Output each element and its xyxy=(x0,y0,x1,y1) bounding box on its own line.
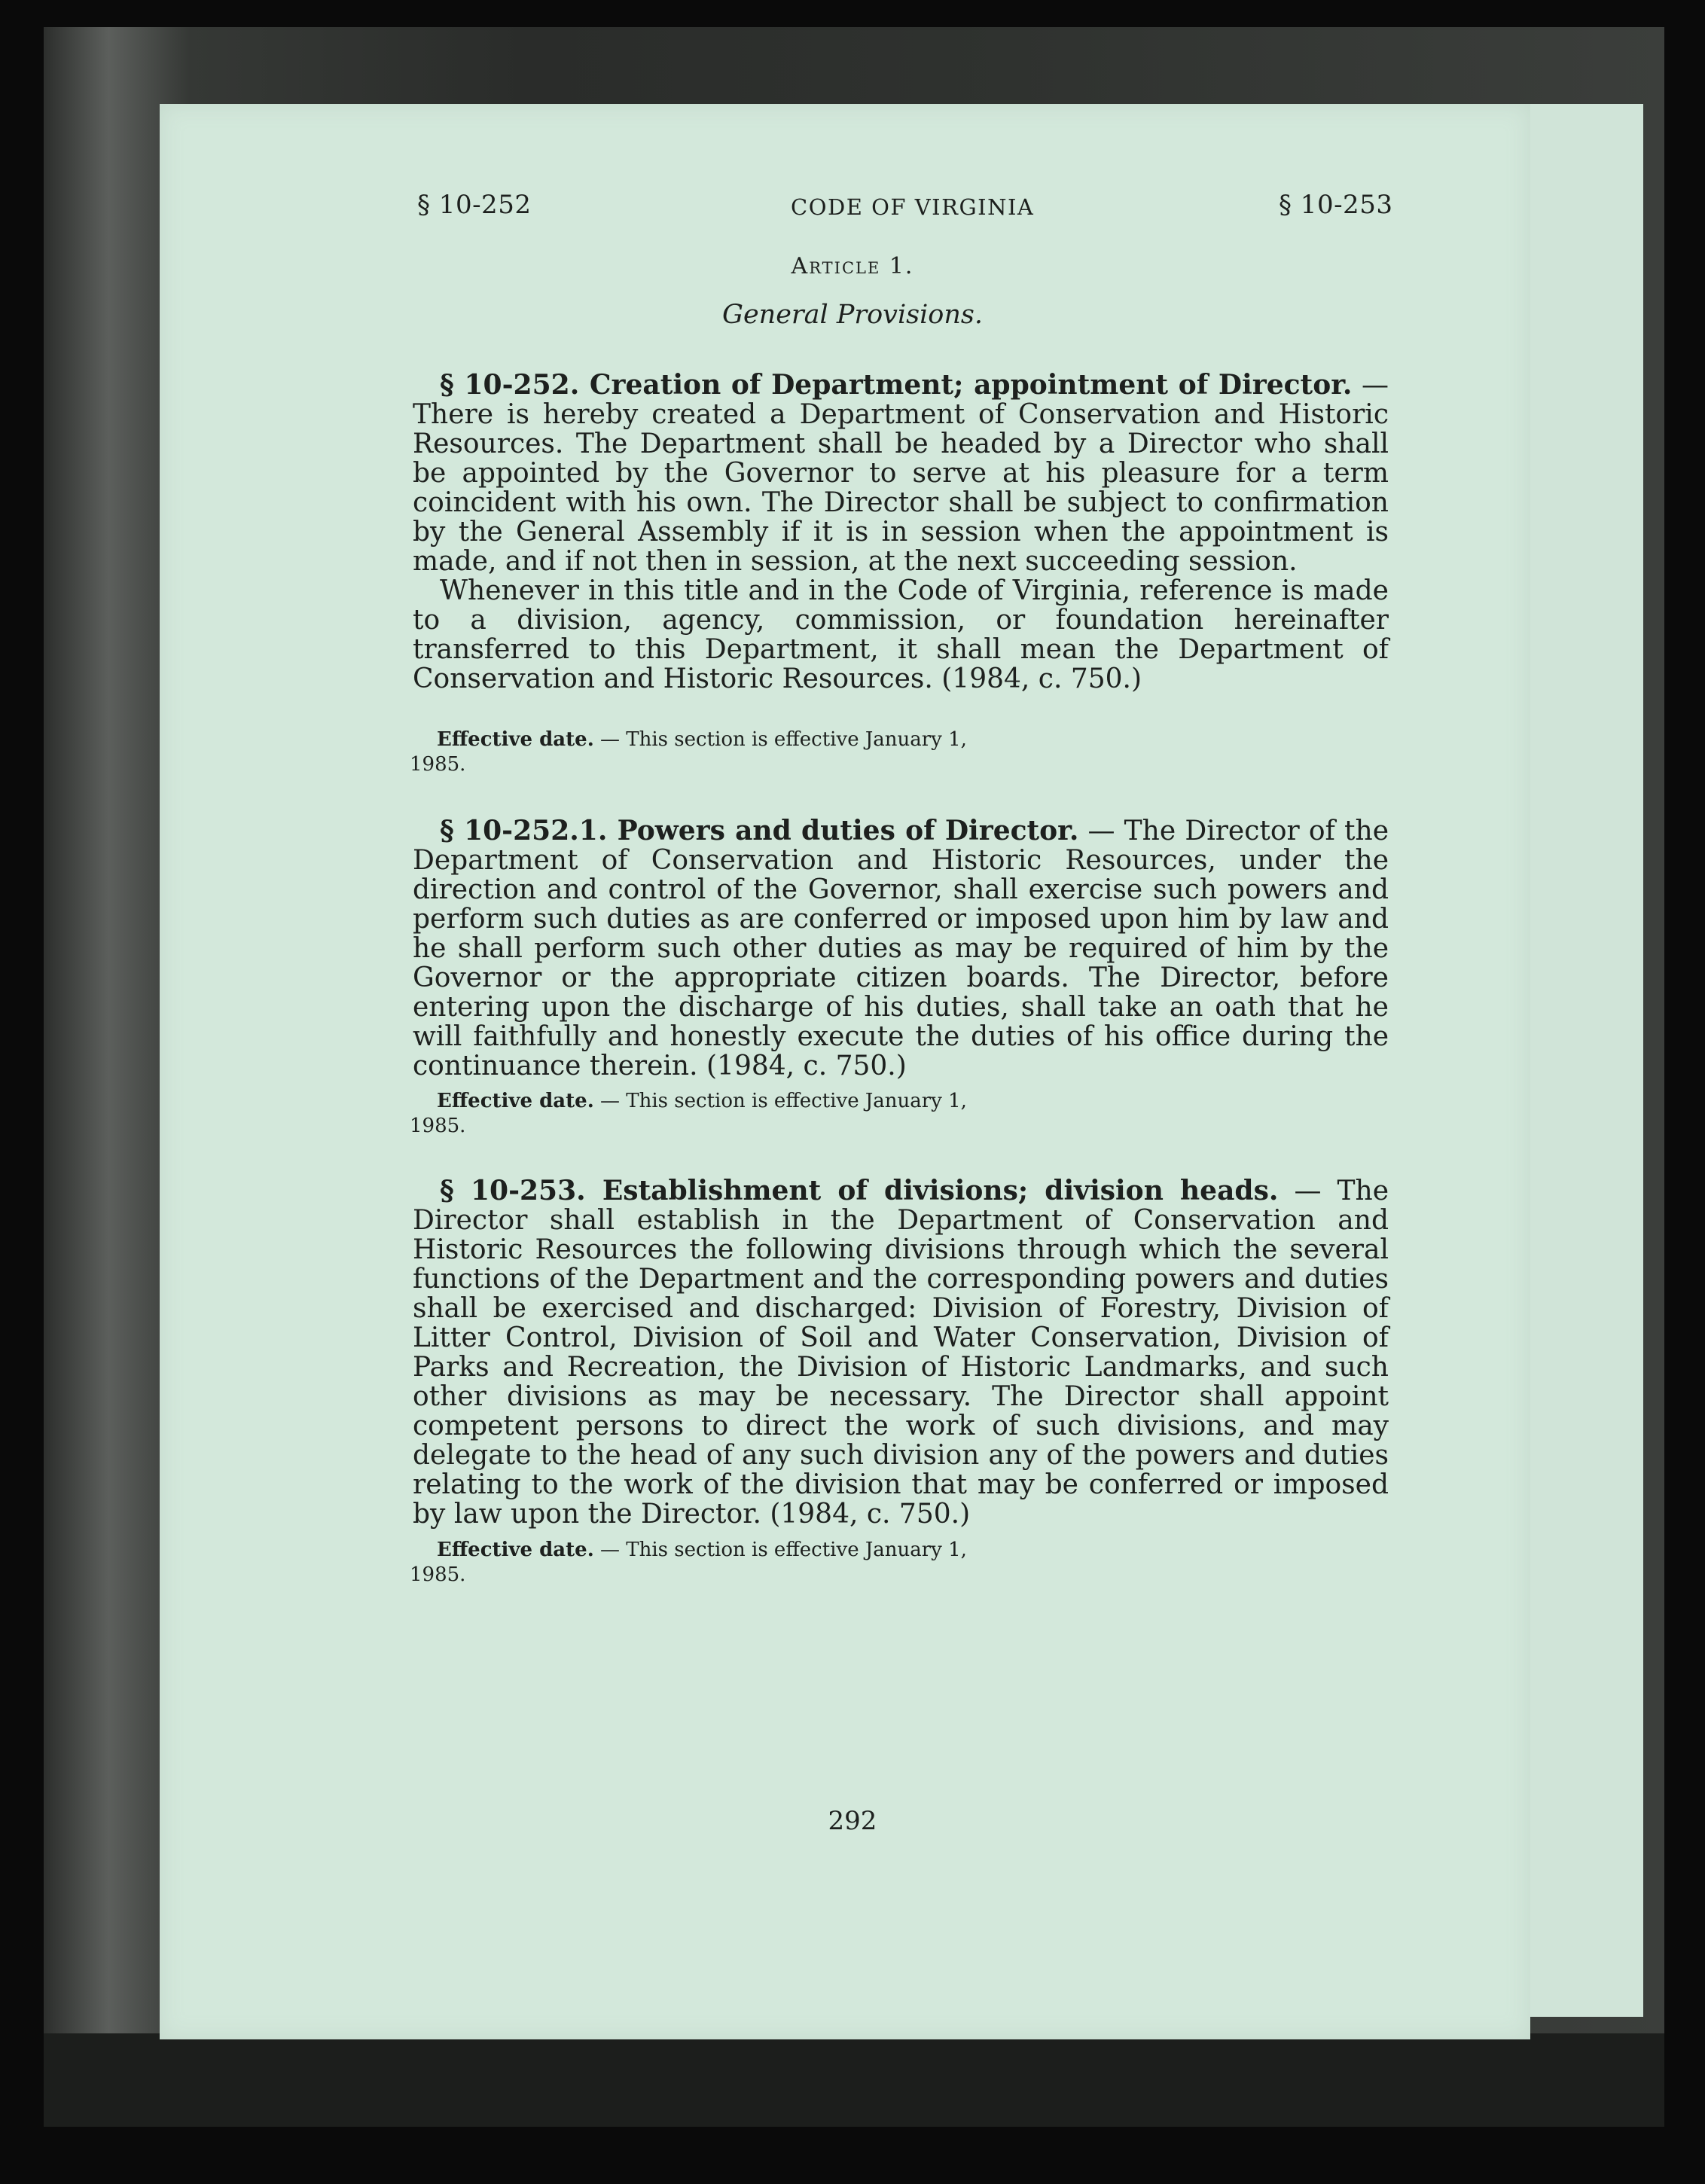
running-head-left: § 10-252 xyxy=(417,190,532,220)
running-head-right: § 10-253 xyxy=(1279,190,1393,220)
section-10-252-1 xyxy=(413,816,1389,1081)
section-body: — There is hereby created a Department of Conservation and Historic Resources. The Department shall be headed by a Director who shall be appointed by the Governor to serve at his pleasure for a term coincident with his own. The Director shall be subject to confirmation by the General Assembly if it is in session when the appointment is made, and if not then in session, at the next succeeding session. xyxy=(413,370,1389,577)
section-heading: § 10-253. Establishment of divisions; division heads. xyxy=(440,1175,1279,1206)
section-body: — The Director shall establish in the Department of Conservation and Historic Resources the following divisions through which the several functions of the Department and the corresponding powers and duties shall be exercised and discharged: Division of Forestry, Division of Litter Control, Division of Soil and Water Conservation, Division of Parks and Recreation, the Division of Historic Landmarks, and such other divisions as may be necessary. The Director shall appoint competent persons to direct the work of such divisions, and may delegate to the head of any such division any of the powers and duties relating to the work of the division that may be conferred or imposed by law upon the Director. (1984, c. 750.) xyxy=(413,1176,1389,1530)
effective-date-note xyxy=(410,1089,982,1139)
effective-date-text: — This section is effective January 1, 1985. xyxy=(410,728,967,776)
effective-date-label: Effective date. xyxy=(437,728,594,751)
section-paragraph xyxy=(413,1176,1389,1529)
effective-date-label: Effective date. xyxy=(437,1090,594,1112)
section-body: — The Director of the Department of Conservation and Historic Resources, under the direction and control of the Governor, shall exercise such powers and perform such duties as are conferred or imposed upon him by law and he shall perform such other duties as may be required of him by the Governor or the appropriate citizen boards. The Director, before entering upon the discharge of his duties, shall take an oath that he will faithfully and honestly execute the duties of his office during the continuance therein. (1984, c. 750.) xyxy=(413,816,1389,1081)
section-heading: § 10-252. Creation of Department; appointment of Director. xyxy=(440,369,1353,401)
effective-date-text: — This section is effective January 1, 1985. xyxy=(410,1539,967,1586)
effective-date-text: — This section is effective January 1, 1985. xyxy=(410,1090,967,1137)
section-10-252 xyxy=(413,371,1389,694)
section-paragraph-2: Whenever in this title and in the Code of Virginia, reference is made to a division, agency, commission, or foundation hereinafter transferred to this Department, it shall mean the Department of Conservation and Historic Resources. (1984, c. 750.) xyxy=(413,575,1389,694)
section-heading: § 10-252.1. Powers and duties of Director. xyxy=(440,815,1079,846)
page-number: 292 xyxy=(828,1806,877,1836)
article-subheading: General Provisions. xyxy=(721,300,984,330)
section-paragraph xyxy=(413,816,1389,1081)
effective-date-label: Effective date. xyxy=(437,1539,594,1561)
section-10-253 xyxy=(413,1176,1389,1529)
effective-date-note xyxy=(410,1538,982,1588)
effective-date-note xyxy=(410,727,982,777)
article-heading: Article 1. xyxy=(791,253,914,279)
running-head-title: CODE OF VIRGINIA xyxy=(791,194,1035,220)
section-paragraph xyxy=(413,371,1389,576)
